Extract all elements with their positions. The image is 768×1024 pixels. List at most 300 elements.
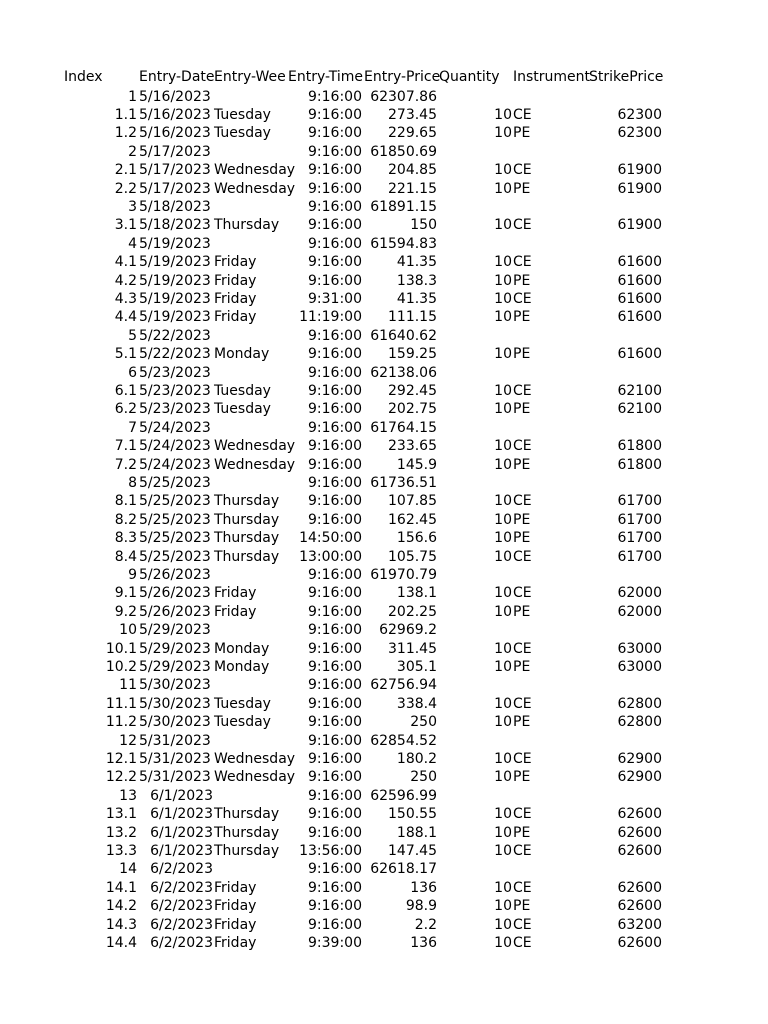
cell-instrument[interactable] bbox=[513, 787, 587, 805]
header-entry-price[interactable]: Entry-Price bbox=[364, 69, 441, 85]
cell-entry-time[interactable]: 9:31:00 bbox=[308, 290, 362, 307]
cell-entry-weekday[interactable]: Friday bbox=[214, 898, 257, 915]
cell-index[interactable]: 4.1 bbox=[114, 254, 137, 271]
cell-entry-date[interactable]: 5/19/2023 bbox=[139, 235, 211, 252]
cell-index[interactable]: 13.3 bbox=[105, 842, 137, 859]
cell-entry-date[interactable]: 6/2/2023 bbox=[150, 898, 213, 915]
cell-instrument[interactable]: CE bbox=[513, 640, 532, 657]
cell-entry-price[interactable]: 138.3 bbox=[396, 272, 437, 289]
cell-entry-time[interactable]: 9:16:00 bbox=[308, 695, 362, 712]
cell-quantity[interactable]: 10 bbox=[494, 824, 512, 841]
cell-entry-weekday[interactable] bbox=[214, 88, 286, 106]
cell-entry-time[interactable]: 9:16:00 bbox=[308, 235, 362, 252]
cell-instrument[interactable] bbox=[513, 860, 587, 878]
cell-entry-weekday[interactable]: Thursday bbox=[214, 842, 280, 859]
cell-entry-date[interactable]: 5/19/2023 bbox=[139, 290, 211, 307]
cell-entry-price[interactable]: 105.75 bbox=[388, 548, 437, 565]
cell-strike-price[interactable]: 61900 bbox=[617, 217, 662, 234]
cell-index[interactable]: 1.1 bbox=[114, 106, 137, 123]
cell-entry-price[interactable]: 62307.86 bbox=[370, 88, 437, 105]
cell-index[interactable]: 9 bbox=[128, 566, 137, 583]
cell-strike-price[interactable]: 63200 bbox=[617, 916, 662, 933]
cell-strike-price[interactable]: 61700 bbox=[617, 548, 662, 565]
cell-entry-weekday[interactable]: Thursday bbox=[214, 511, 280, 528]
cell-entry-time[interactable]: 9:16:00 bbox=[308, 162, 362, 179]
cell-entry-date[interactable]: 5/18/2023 bbox=[139, 217, 211, 234]
cell-quantity[interactable]: 10 bbox=[494, 658, 512, 675]
cell-instrument[interactable]: PE bbox=[513, 511, 531, 528]
cell-quantity[interactable]: 10 bbox=[494, 511, 512, 528]
cell-instrument[interactable]: PE bbox=[513, 824, 531, 841]
cell-entry-weekday[interactable] bbox=[214, 621, 286, 639]
cell-instrument[interactable]: CE bbox=[513, 438, 532, 455]
cell-quantity[interactable]: 10 bbox=[494, 769, 512, 786]
cell-strike-price[interactable]: 62600 bbox=[617, 898, 662, 915]
cell-entry-price[interactable]: 180.2 bbox=[396, 750, 437, 767]
cell-strike-price[interactable]: 62600 bbox=[617, 842, 662, 859]
cell-entry-price[interactable]: 188.1 bbox=[396, 824, 437, 841]
cell-entry-price[interactable]: 61850.69 bbox=[370, 143, 437, 160]
cell-quantity[interactable]: 10 bbox=[494, 309, 512, 326]
cell-quantity[interactable]: 10 bbox=[494, 125, 512, 142]
cell-strike-price[interactable]: 61700 bbox=[617, 511, 662, 528]
cell-quantity[interactable]: 10 bbox=[494, 842, 512, 859]
cell-strike-price[interactable]: 61700 bbox=[617, 530, 662, 547]
cell-entry-price[interactable]: 62854.52 bbox=[370, 732, 437, 749]
cell-entry-price[interactable]: 62969.2 bbox=[379, 622, 437, 639]
cell-quantity[interactable]: 10 bbox=[494, 714, 512, 731]
cell-entry-date[interactable]: 5/24/2023 bbox=[139, 438, 211, 455]
cell-strike-price[interactable]: 62600 bbox=[617, 806, 662, 823]
header-entry-date[interactable]: Entry-Date bbox=[139, 69, 215, 85]
cell-entry-weekday[interactable]: Wednesday bbox=[214, 438, 296, 455]
cell-quantity[interactable]: 10 bbox=[494, 272, 512, 289]
cell-entry-weekday[interactable]: Thursday bbox=[214, 217, 280, 234]
cell-quantity[interactable]: 10 bbox=[494, 180, 512, 197]
cell-instrument[interactable]: PE bbox=[513, 346, 531, 363]
cell-entry-price[interactable]: 62618.17 bbox=[370, 861, 437, 878]
cell-instrument[interactable]: CE bbox=[513, 217, 532, 234]
cell-index[interactable]: 4.3 bbox=[114, 290, 137, 307]
cell-entry-date[interactable]: 5/16/2023 bbox=[139, 106, 211, 123]
cell-entry-weekday[interactable] bbox=[214, 327, 286, 345]
cell-entry-date[interactable]: 6/1/2023 bbox=[150, 824, 213, 841]
cell-entry-weekday[interactable]: Friday bbox=[214, 934, 257, 951]
header-entry-time[interactable]: Entry-Time bbox=[288, 69, 364, 85]
cell-entry-time[interactable]: 9:16:00 bbox=[308, 198, 362, 215]
cell-quantity[interactable]: 10 bbox=[494, 806, 512, 823]
cell-quantity[interactable] bbox=[439, 88, 512, 106]
cell-quantity[interactable]: 10 bbox=[494, 934, 512, 951]
cell-strike-price[interactable]: 62100 bbox=[617, 401, 662, 418]
cell-entry-date[interactable]: 5/30/2023 bbox=[139, 714, 211, 731]
cell-instrument[interactable]: PE bbox=[513, 603, 531, 620]
cell-entry-date[interactable]: 5/23/2023 bbox=[139, 401, 211, 418]
cell-entry-time[interactable]: 9:16:00 bbox=[308, 474, 362, 491]
cell-entry-time[interactable]: 9:16:00 bbox=[308, 898, 362, 915]
cell-index[interactable]: 14.1 bbox=[105, 879, 137, 896]
cell-entry-weekday[interactable]: Tuesday bbox=[214, 382, 271, 399]
cell-entry-weekday[interactable] bbox=[214, 235, 286, 253]
cell-instrument[interactable]: CE bbox=[513, 842, 532, 859]
cell-entry-date[interactable]: 5/17/2023 bbox=[139, 180, 211, 197]
cell-entry-price[interactable]: 159.25 bbox=[388, 346, 437, 363]
cell-entry-time[interactable]: 13:00:00 bbox=[299, 548, 362, 565]
cell-index[interactable]: 13.1 bbox=[105, 806, 137, 823]
cell-instrument[interactable]: PE bbox=[513, 401, 531, 418]
cell-instrument[interactable]: CE bbox=[513, 493, 532, 510]
cell-entry-time[interactable]: 9:16:00 bbox=[308, 346, 362, 363]
cell-instrument[interactable]: PE bbox=[513, 530, 531, 547]
cell-entry-date[interactable]: 5/19/2023 bbox=[139, 309, 211, 326]
cell-entry-weekday[interactable]: Friday bbox=[214, 254, 257, 271]
cell-quantity[interactable] bbox=[439, 860, 512, 878]
cell-entry-time[interactable]: 9:16:00 bbox=[308, 106, 362, 123]
cell-entry-date[interactable]: 5/22/2023 bbox=[139, 346, 211, 363]
cell-entry-time[interactable]: 9:16:00 bbox=[308, 401, 362, 418]
cell-entry-price[interactable]: 233.65 bbox=[388, 438, 437, 455]
cell-index[interactable]: 12.1 bbox=[105, 750, 137, 767]
cell-entry-weekday[interactable]: Monday bbox=[214, 658, 270, 675]
cell-entry-date[interactable]: 5/26/2023 bbox=[139, 585, 211, 602]
cell-instrument[interactable]: PE bbox=[513, 898, 531, 915]
cell-entry-date[interactable]: 5/29/2023 bbox=[139, 640, 211, 657]
cell-entry-weekday[interactable]: Thursday bbox=[214, 824, 280, 841]
cell-strike-price[interactable]: 62000 bbox=[617, 603, 662, 620]
cell-entry-date[interactable]: 5/29/2023 bbox=[139, 622, 211, 639]
cell-entry-price[interactable]: 229.65 bbox=[388, 125, 437, 142]
cell-entry-date[interactable]: 6/2/2023 bbox=[150, 861, 213, 878]
cell-entry-weekday[interactable]: Monday bbox=[214, 640, 270, 657]
cell-entry-date[interactable]: 5/26/2023 bbox=[139, 603, 211, 620]
cell-index[interactable]: 13 bbox=[119, 787, 137, 804]
cell-instrument[interactable]: CE bbox=[513, 934, 532, 951]
cell-entry-weekday[interactable]: Tuesday bbox=[214, 125, 271, 142]
cell-index[interactable]: 12.2 bbox=[105, 769, 137, 786]
cell-strike-price[interactable] bbox=[589, 198, 662, 216]
cell-entry-time[interactable]: 9:16:00 bbox=[308, 787, 362, 804]
cell-index[interactable]: 3.1 bbox=[114, 217, 137, 234]
cell-strike-price[interactable]: 61600 bbox=[617, 272, 662, 289]
cell-strike-price[interactable]: 63000 bbox=[617, 658, 662, 675]
cell-entry-price[interactable]: 156.6 bbox=[396, 530, 437, 547]
cell-instrument[interactable] bbox=[513, 198, 587, 216]
cell-instrument[interactable]: CE bbox=[513, 879, 532, 896]
cell-strike-price[interactable]: 61800 bbox=[617, 438, 662, 455]
cell-entry-price[interactable]: 250 bbox=[410, 769, 437, 786]
cell-entry-weekday[interactable]: Friday bbox=[214, 603, 257, 620]
cell-quantity[interactable]: 10 bbox=[494, 401, 512, 418]
cell-quantity[interactable] bbox=[439, 621, 512, 639]
cell-instrument[interactable]: PE bbox=[513, 714, 531, 731]
cell-instrument[interactable] bbox=[513, 566, 587, 584]
cell-strike-price[interactable] bbox=[589, 419, 662, 437]
cell-strike-price[interactable]: 62600 bbox=[617, 879, 662, 896]
cell-entry-weekday[interactable]: Friday bbox=[214, 585, 257, 602]
cell-strike-price[interactable]: 61600 bbox=[617, 290, 662, 307]
cell-entry-date[interactable]: 5/16/2023 bbox=[139, 125, 211, 142]
cell-entry-weekday[interactable]: Tuesday bbox=[214, 714, 271, 731]
cell-strike-price[interactable]: 62300 bbox=[617, 125, 662, 142]
cell-entry-weekday[interactable]: Thursday bbox=[214, 493, 280, 510]
cell-entry-price[interactable]: 147.45 bbox=[388, 842, 437, 859]
cell-entry-time[interactable]: 9:16:00 bbox=[308, 714, 362, 731]
cell-quantity[interactable]: 10 bbox=[494, 217, 512, 234]
cell-strike-price[interactable]: 62000 bbox=[617, 585, 662, 602]
cell-strike-price[interactable] bbox=[589, 88, 662, 106]
cell-instrument[interactable]: CE bbox=[513, 806, 532, 823]
cell-strike-price[interactable]: 63000 bbox=[617, 640, 662, 657]
cell-entry-time[interactable]: 9:16:00 bbox=[308, 88, 362, 105]
cell-entry-date[interactable]: 6/2/2023 bbox=[150, 934, 213, 951]
cell-quantity[interactable]: 10 bbox=[494, 346, 512, 363]
cell-entry-time[interactable]: 9:16:00 bbox=[308, 364, 362, 381]
cell-entry-price[interactable]: 61736.51 bbox=[370, 474, 437, 491]
cell-index[interactable]: 2.2 bbox=[114, 180, 137, 197]
cell-quantity[interactable] bbox=[439, 419, 512, 437]
cell-quantity[interactable]: 10 bbox=[494, 254, 512, 271]
cell-entry-price[interactable]: 107.85 bbox=[388, 493, 437, 510]
cell-index[interactable]: 2.1 bbox=[114, 162, 137, 179]
cell-strike-price[interactable]: 62900 bbox=[617, 750, 662, 767]
cell-entry-time[interactable]: 9:16:00 bbox=[308, 180, 362, 197]
cell-entry-weekday[interactable]: Tuesday bbox=[214, 695, 271, 712]
cell-entry-price[interactable]: 41.35 bbox=[396, 290, 437, 307]
cell-strike-price[interactable]: 61600 bbox=[617, 346, 662, 363]
cell-entry-time[interactable]: 9:16:00 bbox=[308, 272, 362, 289]
cell-entry-date[interactable]: 5/17/2023 bbox=[139, 162, 211, 179]
cell-instrument[interactable]: PE bbox=[513, 769, 531, 786]
cell-entry-time[interactable]: 9:16:00 bbox=[308, 493, 362, 510]
cell-strike-price[interactable]: 61900 bbox=[617, 162, 662, 179]
cell-entry-date[interactable]: 5/22/2023 bbox=[139, 327, 211, 344]
cell-entry-weekday[interactable]: Tuesday bbox=[214, 106, 271, 123]
cell-entry-time[interactable]: 14:50:00 bbox=[299, 530, 362, 547]
cell-instrument[interactable] bbox=[513, 327, 587, 345]
cell-entry-date[interactable]: 5/25/2023 bbox=[139, 511, 211, 528]
cell-index[interactable]: 12 bbox=[119, 732, 137, 749]
cell-entry-price[interactable]: 61594.83 bbox=[370, 235, 437, 252]
cell-strike-price[interactable]: 62800 bbox=[617, 714, 662, 731]
cell-strike-price[interactable] bbox=[589, 787, 662, 805]
cell-entry-date[interactable]: 5/26/2023 bbox=[139, 566, 211, 583]
cell-entry-time[interactable]: 9:16:00 bbox=[308, 640, 362, 657]
cell-quantity[interactable]: 10 bbox=[494, 603, 512, 620]
cell-entry-date[interactable]: 5/18/2023 bbox=[139, 198, 211, 215]
cell-entry-weekday[interactable]: Friday bbox=[214, 272, 257, 289]
cell-quantity[interactable]: 10 bbox=[494, 106, 512, 123]
cell-quantity[interactable] bbox=[439, 143, 512, 161]
cell-index[interactable]: 4 bbox=[128, 235, 137, 252]
cell-index[interactable]: 2 bbox=[128, 143, 137, 160]
cell-entry-price[interactable]: 221.15 bbox=[388, 180, 437, 197]
cell-entry-date[interactable]: 5/23/2023 bbox=[139, 382, 211, 399]
cell-index[interactable]: 9.2 bbox=[114, 603, 137, 620]
cell-quantity[interactable]: 10 bbox=[494, 640, 512, 657]
cell-quantity[interactable] bbox=[439, 787, 512, 805]
cell-entry-weekday[interactable]: Wednesday bbox=[214, 750, 296, 767]
cell-entry-price[interactable]: 150 bbox=[410, 217, 437, 234]
cell-instrument[interactable] bbox=[513, 474, 587, 492]
cell-index[interactable]: 3 bbox=[128, 198, 137, 215]
cell-entry-weekday[interactable]: Friday bbox=[214, 916, 257, 933]
cell-entry-time[interactable]: 9:16:00 bbox=[308, 603, 362, 620]
cell-strike-price[interactable] bbox=[589, 235, 662, 253]
cell-strike-price[interactable]: 61800 bbox=[617, 456, 662, 473]
cell-instrument[interactable]: CE bbox=[513, 548, 532, 565]
cell-quantity[interactable] bbox=[439, 364, 512, 382]
cell-strike-price[interactable]: 61900 bbox=[617, 180, 662, 197]
cell-quantity[interactable]: 10 bbox=[494, 290, 512, 307]
cell-index[interactable]: 14.4 bbox=[105, 934, 137, 951]
cell-entry-price[interactable]: 273.45 bbox=[388, 106, 437, 123]
cell-index[interactable]: 6 bbox=[128, 364, 137, 381]
cell-entry-price[interactable]: 2.2 bbox=[414, 916, 437, 933]
cell-index[interactable]: 8.1 bbox=[114, 493, 137, 510]
cell-entry-price[interactable]: 136 bbox=[410, 934, 437, 951]
cell-entry-time[interactable]: 9:39:00 bbox=[308, 934, 362, 951]
cell-index[interactable]: 7 bbox=[128, 419, 137, 436]
cell-entry-date[interactable]: 5/19/2023 bbox=[139, 254, 211, 271]
cell-instrument[interactable]: PE bbox=[513, 658, 531, 675]
cell-instrument[interactable]: CE bbox=[513, 106, 532, 123]
cell-instrument[interactable]: CE bbox=[513, 695, 532, 712]
cell-entry-date[interactable]: 5/25/2023 bbox=[139, 493, 211, 510]
cell-entry-weekday[interactable]: Monday bbox=[214, 346, 270, 363]
cell-entry-price[interactable]: 61640.62 bbox=[370, 327, 437, 344]
cell-entry-weekday[interactable] bbox=[214, 198, 286, 216]
cell-entry-date[interactable]: 6/1/2023 bbox=[150, 842, 213, 859]
cell-quantity[interactable] bbox=[439, 474, 512, 492]
cell-instrument[interactable]: CE bbox=[513, 254, 532, 271]
cell-index[interactable]: 14 bbox=[119, 861, 137, 878]
cell-quantity[interactable]: 10 bbox=[494, 585, 512, 602]
cell-quantity[interactable]: 10 bbox=[494, 456, 512, 473]
cell-entry-weekday[interactable]: Thursday bbox=[214, 530, 280, 547]
cell-strike-price[interactable]: 62600 bbox=[617, 824, 662, 841]
cell-quantity[interactable]: 10 bbox=[494, 916, 512, 933]
cell-entry-price[interactable]: 138.1 bbox=[396, 585, 437, 602]
cell-entry-weekday[interactable] bbox=[214, 419, 286, 437]
cell-quantity[interactable] bbox=[439, 676, 512, 694]
cell-entry-price[interactable]: 162.45 bbox=[388, 511, 437, 528]
cell-entry-date[interactable]: 5/30/2023 bbox=[139, 695, 211, 712]
cell-strike-price[interactable]: 61700 bbox=[617, 493, 662, 510]
cell-entry-time[interactable]: 9:16:00 bbox=[308, 125, 362, 142]
cell-entry-time[interactable]: 9:16:00 bbox=[308, 861, 362, 878]
cell-entry-weekday[interactable] bbox=[214, 732, 286, 750]
cell-index[interactable]: 13.2 bbox=[105, 824, 137, 841]
cell-index[interactable]: 8.3 bbox=[114, 530, 137, 547]
cell-entry-date[interactable]: 5/19/2023 bbox=[139, 272, 211, 289]
cell-quantity[interactable]: 10 bbox=[494, 438, 512, 455]
cell-index[interactable]: 1 bbox=[128, 88, 137, 105]
cell-entry-time[interactable]: 13:56:00 bbox=[299, 842, 362, 859]
cell-entry-price[interactable]: 250 bbox=[410, 714, 437, 731]
cell-index[interactable]: 10.2 bbox=[105, 658, 137, 675]
cell-entry-price[interactable]: 202.75 bbox=[388, 401, 437, 418]
header-strike-price[interactable]: StrikePrice bbox=[589, 69, 664, 85]
cell-index[interactable]: 1.2 bbox=[114, 125, 137, 142]
cell-index[interactable]: 11 bbox=[119, 677, 137, 694]
cell-index[interactable]: 7.1 bbox=[114, 438, 137, 455]
cell-entry-date[interactable]: 5/31/2023 bbox=[139, 769, 211, 786]
cell-entry-date[interactable]: 5/29/2023 bbox=[139, 658, 211, 675]
cell-entry-time[interactable]: 11:19:00 bbox=[299, 309, 362, 326]
cell-index[interactable]: 4.2 bbox=[114, 272, 137, 289]
cell-instrument[interactable]: PE bbox=[513, 125, 531, 142]
cell-entry-date[interactable]: 6/2/2023 bbox=[150, 879, 213, 896]
cell-entry-price[interactable]: 98.9 bbox=[405, 898, 437, 915]
cell-entry-weekday[interactable]: Friday bbox=[214, 309, 257, 326]
cell-entry-date[interactable]: 5/25/2023 bbox=[139, 530, 211, 547]
cell-entry-time[interactable]: 9:16:00 bbox=[308, 217, 362, 234]
cell-entry-time[interactable]: 9:16:00 bbox=[308, 879, 362, 896]
cell-strike-price[interactable]: 62900 bbox=[617, 769, 662, 786]
cell-quantity[interactable] bbox=[439, 235, 512, 253]
cell-instrument[interactable] bbox=[513, 419, 587, 437]
cell-strike-price[interactable]: 62600 bbox=[617, 934, 662, 951]
cell-quantity[interactable] bbox=[439, 566, 512, 584]
cell-index[interactable]: 8 bbox=[128, 474, 137, 491]
cell-quantity[interactable]: 10 bbox=[494, 879, 512, 896]
cell-instrument[interactable] bbox=[513, 621, 587, 639]
cell-entry-date[interactable]: 5/31/2023 bbox=[139, 750, 211, 767]
cell-quantity[interactable] bbox=[439, 327, 512, 345]
cell-index[interactable]: 10 bbox=[119, 622, 137, 639]
cell-entry-weekday[interactable]: Wednesday bbox=[214, 456, 296, 473]
cell-instrument[interactable]: CE bbox=[513, 916, 532, 933]
cell-entry-price[interactable]: 61891.15 bbox=[370, 198, 437, 215]
cell-entry-time[interactable]: 9:16:00 bbox=[308, 732, 362, 749]
cell-entry-time[interactable]: 9:16:00 bbox=[308, 456, 362, 473]
cell-strike-price[interactable] bbox=[589, 474, 662, 492]
cell-index[interactable]: 5 bbox=[128, 327, 137, 344]
cell-strike-price[interactable] bbox=[589, 327, 662, 345]
cell-instrument[interactable]: PE bbox=[513, 180, 531, 197]
cell-strike-price[interactable] bbox=[589, 732, 662, 750]
cell-entry-weekday[interactable] bbox=[214, 566, 286, 584]
cell-entry-time[interactable]: 9:16:00 bbox=[308, 254, 362, 271]
cell-entry-date[interactable]: 6/1/2023 bbox=[150, 787, 213, 804]
cell-entry-time[interactable]: 9:16:00 bbox=[308, 769, 362, 786]
cell-quantity[interactable]: 10 bbox=[494, 548, 512, 565]
cell-entry-date[interactable]: 5/16/2023 bbox=[139, 88, 211, 105]
cell-entry-time[interactable]: 9:16:00 bbox=[308, 419, 362, 436]
cell-strike-price[interactable]: 62300 bbox=[617, 106, 662, 123]
cell-entry-time[interactable]: 9:16:00 bbox=[308, 806, 362, 823]
cell-quantity[interactable]: 10 bbox=[494, 898, 512, 915]
cell-entry-price[interactable]: 41.35 bbox=[396, 254, 437, 271]
cell-entry-price[interactable]: 292.45 bbox=[388, 382, 437, 399]
cell-index[interactable]: 4.4 bbox=[114, 309, 137, 326]
cell-quantity[interactable]: 10 bbox=[494, 162, 512, 179]
header-quantity[interactable]: Quantity bbox=[439, 69, 500, 85]
cell-instrument[interactable] bbox=[513, 88, 587, 106]
cell-strike-price[interactable]: 61600 bbox=[617, 254, 662, 271]
cell-entry-time[interactable]: 9:16:00 bbox=[308, 824, 362, 841]
cell-entry-weekday[interactable]: Wednesday bbox=[214, 769, 296, 786]
cell-strike-price[interactable]: 62100 bbox=[617, 382, 662, 399]
cell-entry-weekday[interactable]: Friday bbox=[214, 879, 257, 896]
cell-entry-weekday[interactable] bbox=[214, 143, 286, 161]
cell-entry-price[interactable]: 150.55 bbox=[388, 806, 437, 823]
cell-entry-time[interactable]: 9:16:00 bbox=[308, 511, 362, 528]
cell-entry-price[interactable]: 61764.15 bbox=[370, 419, 437, 436]
cell-strike-price[interactable] bbox=[589, 860, 662, 878]
cell-entry-date[interactable]: 6/2/2023 bbox=[150, 916, 213, 933]
header-entry-weekday[interactable]: Entry-Wee bbox=[214, 69, 286, 85]
